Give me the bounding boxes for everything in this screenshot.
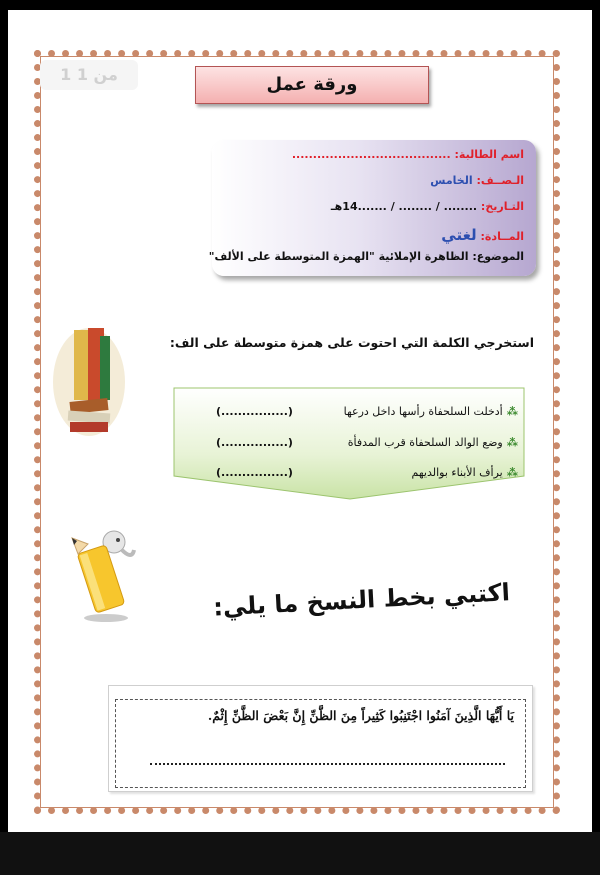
subject-line bbox=[441, 226, 524, 244]
date-line bbox=[331, 200, 524, 213]
writing-line[interactable] bbox=[150, 763, 505, 765]
student-name-field[interactable]: ...................................... bbox=[291, 148, 451, 161]
sentence-2 bbox=[348, 436, 518, 449]
sentence-3 bbox=[412, 466, 518, 479]
books-illustration bbox=[52, 326, 126, 438]
class-value: الخامس bbox=[430, 174, 473, 187]
student-name-line bbox=[292, 148, 524, 161]
answer-blank-1[interactable]: (................) bbox=[216, 405, 293, 418]
subject-label: المــادة: bbox=[480, 230, 524, 243]
bullet-icon: ⁂ bbox=[506, 405, 518, 418]
date-label: التـاريخ: bbox=[480, 200, 524, 213]
topic-line bbox=[209, 250, 524, 263]
class-line bbox=[430, 174, 524, 187]
sentence-text: وضع الوالد السلحفاة قرب المدفأة bbox=[347, 436, 503, 449]
sentence-text: يرأف الأبناء بوالديهم bbox=[411, 466, 503, 479]
answer-blank-3[interactable]: (................) bbox=[216, 466, 293, 479]
class-label: الـصــف: bbox=[476, 174, 524, 187]
bullet-icon: ⁂ bbox=[506, 436, 518, 449]
student-name-label: اسم الطالبة: bbox=[454, 148, 524, 161]
page-count-watermark: 1 من 1 bbox=[40, 60, 138, 90]
topic-value: الظاهرة الإملائية "الهمزة المتوسطة على الألف" bbox=[208, 250, 469, 263]
quran-verse: يَا أَيُّهَا الَّذِينَ آمَنُوا اجْتَنِبُوا كَثِيراً مِنَ الظَّنِّ إِنَّ بَعْضَ الظَّنِّ إِثْمٌ. bbox=[207, 708, 514, 723]
sentence-1 bbox=[344, 405, 518, 418]
topic-label: الموضوع: bbox=[472, 250, 524, 263]
bottom-margin bbox=[0, 832, 600, 875]
sentence-text: أدخلت السلحفاة رأسها داخل درعها bbox=[343, 405, 503, 418]
copy-instruction-heading: اكتبي بخط النسخ ما يلي: bbox=[212, 578, 511, 622]
subject-value: لغتي bbox=[441, 226, 477, 244]
answer-blank-2[interactable]: (................) bbox=[216, 436, 293, 449]
pencil-character-illustration bbox=[58, 520, 140, 625]
bullet-icon: ⁂ bbox=[506, 466, 518, 479]
student-info-card bbox=[208, 140, 536, 276]
extraction-instruction: استخرجي الكلمة التي احتوت على همزة متوسطة على الف: bbox=[169, 335, 534, 350]
date-field[interactable]: ........ / ........ / .......14هـ bbox=[330, 200, 478, 213]
worksheet-title: ورقة عمل bbox=[195, 66, 429, 104]
